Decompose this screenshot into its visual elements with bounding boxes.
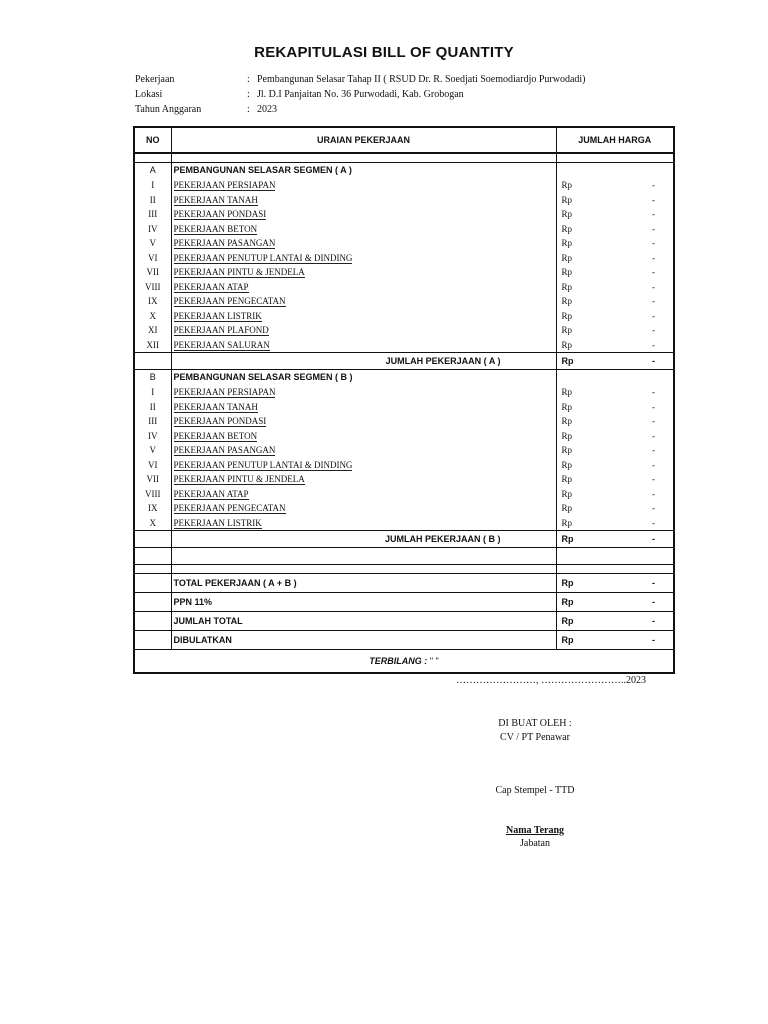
item-amount [556, 414, 674, 429]
table-row [134, 193, 674, 208]
table-row-blank [134, 153, 674, 163]
item-amount [556, 385, 674, 400]
item-amount [556, 294, 674, 309]
currency-label: Rp [561, 325, 573, 335]
item-name-cell [171, 236, 556, 251]
item-name: PEKERJAAN LISTRIK [173, 310, 262, 321]
currency-label: Rp [561, 267, 573, 277]
cell-blank [556, 153, 674, 163]
item-name: PEKERJAAN PENGECATAN [173, 296, 286, 306]
table-body [134, 153, 674, 673]
item-amount [556, 207, 674, 222]
item-no: VII [134, 472, 171, 487]
total-no [134, 631, 171, 650]
item-amount [556, 458, 674, 473]
meta-value: Pembangunan Selasar Tahap II ( RSUD Dr. R. Soedjati Soemodiardjo Purwodadi) [257, 74, 586, 85]
currency-label: Rp [561, 339, 573, 350]
item-name-cell [171, 207, 556, 222]
currency-label: Rp [561, 194, 573, 205]
item-name: PEKERJAAN TANAH [173, 194, 258, 205]
item-no: I [134, 385, 171, 400]
total-no [134, 593, 171, 612]
amount-value: - [652, 616, 655, 626]
table-row [134, 501, 674, 516]
document-title: REKAPITULASI BILL OF QUANTITY [254, 44, 514, 61]
item-amount [556, 443, 674, 458]
signature-position: Jabatan [520, 838, 550, 849]
table-row [134, 472, 674, 487]
currency-label: Rp [561, 517, 573, 528]
table-row [134, 414, 674, 429]
item-name-cell [171, 443, 556, 458]
currency-label: Rp [561, 310, 573, 321]
item-amount [556, 178, 674, 193]
item-name: PEKERJAAN BETON [173, 430, 258, 441]
item-name: PEKERJAAN PERSIAPAN [173, 180, 276, 190]
amount-value: - [652, 339, 655, 350]
currency-label: Rp [561, 635, 574, 645]
item-no: II [134, 193, 171, 208]
item-name-cell [171, 193, 556, 208]
subtotal-label: JUMLAH PEKERJAAN ( A ) [171, 353, 556, 370]
amount-value: - [652, 180, 655, 190]
table-row [134, 323, 674, 338]
meta-value: 2023 [257, 104, 277, 115]
amount-value: - [652, 445, 655, 455]
item-no: IX [134, 294, 171, 309]
currency-label: Rp [561, 296, 573, 306]
amount-value: - [652, 310, 655, 321]
table-row-blank [134, 565, 674, 574]
terbilang-row [134, 650, 674, 674]
meta-label: Pekerjaan [135, 74, 175, 85]
table-row [134, 178, 674, 193]
item-no: VII [134, 265, 171, 280]
item-amount [556, 309, 674, 324]
item-amount [556, 487, 674, 502]
item-name-cell [171, 414, 556, 429]
table-row [134, 400, 674, 415]
item-amount [556, 251, 674, 266]
item-no: XI [134, 323, 171, 338]
subtotal-amount [556, 353, 674, 370]
meta-colon: : [247, 104, 250, 115]
terbilang-label: TERBILANG : [369, 656, 428, 666]
signature-date: ……………………, ……………………..2023 [456, 675, 646, 686]
item-no: IV [134, 429, 171, 444]
amount-value: - [652, 281, 655, 292]
cell-blank [134, 153, 171, 163]
cell-blank [171, 548, 556, 565]
table-row [134, 516, 674, 531]
item-no: IX [134, 501, 171, 516]
amount-value: - [652, 578, 655, 588]
signature-stamp: Cap Stempel - TTD [495, 785, 575, 796]
item-amount [556, 429, 674, 444]
item-name: PEKERJAAN TANAH [173, 401, 258, 412]
table-row [134, 222, 674, 237]
total-label: PPN 11% [171, 593, 556, 612]
meta-row-pekerjaan [135, 72, 586, 87]
total-amount [556, 612, 674, 631]
section-row [134, 163, 674, 179]
project-meta [135, 72, 586, 117]
amount-value: - [652, 194, 655, 205]
meta-row-tahun-anggaran [135, 102, 586, 117]
header-jumlah: JUMLAH HARGA [556, 127, 674, 153]
item-no: X [134, 309, 171, 324]
section-title: PEMBANGUNAN SELASAR SEGMEN ( B ) [171, 370, 556, 386]
total-row [134, 574, 674, 593]
total-no [134, 574, 171, 593]
item-name: PEKERJAAN PONDASI [173, 416, 267, 426]
item-name-cell [171, 222, 556, 237]
amount-value: - [652, 356, 655, 366]
cell-blank [171, 565, 556, 574]
currency-label: Rp [561, 401, 573, 412]
terbilang-cell [134, 650, 674, 674]
item-amount [556, 193, 674, 208]
cell-blank [134, 548, 171, 565]
amount-value: - [652, 209, 655, 219]
currency-label: Rp [561, 597, 574, 607]
item-name-cell [171, 429, 556, 444]
currency-label: Rp [561, 459, 573, 470]
section-title: PEMBANGUNAN SELASAR SEGMEN ( A ) [171, 163, 556, 179]
subtotal-label: JUMLAH PEKERJAAN ( B ) [171, 531, 556, 548]
item-amount [556, 323, 674, 338]
amount-value: - [652, 267, 655, 277]
item-name: PEKERJAAN PONDASI [173, 209, 267, 219]
amount-value: - [652, 597, 655, 607]
item-no: VIII [134, 487, 171, 502]
currency-label: Rp [561, 430, 573, 441]
item-name-cell [171, 178, 556, 193]
currency-label: Rp [561, 238, 573, 248]
amount-value: - [652, 635, 655, 645]
item-no: III [134, 414, 171, 429]
item-amount [556, 472, 674, 487]
table-row [134, 487, 674, 502]
item-no: II [134, 400, 171, 415]
cell-blank [556, 565, 674, 574]
item-name-cell [171, 338, 556, 353]
boq-table [133, 126, 675, 674]
total-amount [556, 631, 674, 650]
currency-label: Rp [561, 223, 573, 234]
item-name: PEKERJAAN PINTU & JENDELA [173, 267, 305, 277]
item-amount [556, 338, 674, 353]
currency-label: Rp [561, 488, 573, 499]
item-name-cell [171, 501, 556, 516]
item-no: III [134, 207, 171, 222]
table-row-spacer [134, 548, 674, 565]
item-amount [556, 236, 674, 251]
total-row [134, 593, 674, 612]
item-amount [556, 265, 674, 280]
table-row [134, 338, 674, 353]
item-name: PEKERJAAN PERSIAPAN [173, 387, 276, 397]
cell-blank [134, 565, 171, 574]
item-name: PEKERJAAN LISTRIK [173, 517, 262, 528]
currency-label: Rp [561, 209, 573, 219]
amount-value: - [652, 474, 655, 484]
item-name: PEKERJAAN PENUTUP LANTAI & DINDING [173, 252, 353, 263]
section-no: A [134, 163, 171, 179]
total-label: TOTAL PEKERJAAN ( A + B ) [171, 574, 556, 593]
currency-label: Rp [561, 180, 573, 190]
cell-blank [556, 548, 674, 565]
item-no: V [134, 236, 171, 251]
currency-label: Rp [561, 578, 574, 588]
header-no: NO [134, 127, 171, 153]
currency-label: Rp [561, 416, 573, 426]
item-name-cell [171, 251, 556, 266]
item-name: PEKERJAAN PASANGAN [173, 445, 276, 455]
amount-value: - [652, 416, 655, 426]
amount-value: - [652, 517, 655, 528]
item-name-cell [171, 487, 556, 502]
section-amount [556, 163, 674, 179]
item-amount [556, 222, 674, 237]
currency-label: Rp [561, 281, 573, 292]
signature-made-by: DI BUAT OLEH : [498, 718, 572, 729]
amount-value: - [652, 238, 655, 248]
header-uraian: URAIAN PEKERJAAN [171, 127, 556, 153]
signature-company: CV / PT Penawar [500, 732, 570, 743]
amount-value: - [652, 488, 655, 499]
item-amount [556, 501, 674, 516]
table-row [134, 385, 674, 400]
currency-label: Rp [561, 252, 573, 263]
item-name-cell [171, 323, 556, 338]
subtotal-amount [556, 531, 674, 548]
amount-value: - [652, 430, 655, 441]
amount-value: - [652, 223, 655, 234]
item-no: VI [134, 458, 171, 473]
currency-label: Rp [561, 503, 573, 513]
total-row [134, 631, 674, 650]
subtotal-row [134, 531, 674, 548]
item-amount [556, 400, 674, 415]
item-no: VIII [134, 280, 171, 295]
table-header-row [134, 127, 674, 153]
meta-label: Tahun Anggaran [135, 104, 202, 115]
item-name-cell [171, 385, 556, 400]
table-row [134, 251, 674, 266]
meta-label: Lokasi [135, 89, 163, 100]
total-amount [556, 593, 674, 612]
meta-value: Jl. D.I Panjaitan No. 36 Purwodadi, Kab. Grobogan [257, 89, 464, 100]
item-name-cell [171, 400, 556, 415]
item-no: XII [134, 338, 171, 353]
table-row [134, 458, 674, 473]
item-no: V [134, 443, 171, 458]
amount-value: - [652, 503, 655, 513]
item-name: PEKERJAAN PINTU & JENDELA [173, 474, 305, 484]
total-amount [556, 574, 674, 593]
subtotal-row [134, 353, 674, 370]
item-name-cell [171, 516, 556, 531]
amount-value: - [652, 534, 655, 544]
currency-label: Rp [561, 445, 573, 455]
meta-row-lokasi [135, 87, 586, 102]
amount-value: - [652, 387, 655, 397]
item-no: IV [134, 222, 171, 237]
currency-label: Rp [561, 474, 573, 484]
section-row [134, 370, 674, 386]
total-row [134, 612, 674, 631]
item-no: I [134, 178, 171, 193]
item-name: PEKERJAAN ATAP [173, 281, 249, 292]
total-label: JUMLAH TOTAL [171, 612, 556, 631]
table-row [134, 309, 674, 324]
amount-value: - [652, 325, 655, 335]
meta-colon: : [247, 89, 250, 100]
currency-label: Rp [561, 534, 574, 544]
subtotal-no [134, 353, 171, 370]
item-name-cell [171, 309, 556, 324]
item-name: PEKERJAAN PASANGAN [173, 238, 276, 248]
cell-blank [171, 153, 556, 163]
item-name: PEKERJAAN ATAP [173, 488, 249, 499]
signature-name: Nama Terang [505, 825, 565, 836]
section-no: B [134, 370, 171, 386]
currency-label: Rp [561, 616, 574, 626]
item-name-cell [171, 472, 556, 487]
amount-value: - [652, 459, 655, 470]
item-no: VI [134, 251, 171, 266]
item-name-cell [171, 294, 556, 309]
table-row [134, 236, 674, 251]
item-amount [556, 516, 674, 531]
item-name: PEKERJAAN PLAFOND [173, 325, 269, 335]
item-name: PEKERJAAN PENGECATAN [173, 503, 286, 513]
item-name-cell [171, 458, 556, 473]
item-name: PEKERJAAN PENUTUP LANTAI & DINDING [173, 459, 353, 470]
table-row [134, 265, 674, 280]
table-row [134, 280, 674, 295]
table-row [134, 294, 674, 309]
currency-label: Rp [561, 387, 573, 397]
amount-value: - [652, 296, 655, 306]
terbilang-value: " " [429, 656, 439, 666]
item-name-cell [171, 280, 556, 295]
table-row [134, 429, 674, 444]
item-name-cell [171, 265, 556, 280]
item-amount [556, 280, 674, 295]
item-name: PEKERJAAN BETON [173, 223, 258, 234]
subtotal-no [134, 531, 171, 548]
amount-value: - [652, 401, 655, 412]
meta-colon: : [247, 74, 250, 85]
section-amount [556, 370, 674, 386]
total-no [134, 612, 171, 631]
table-row [134, 443, 674, 458]
currency-label: Rp [561, 356, 574, 366]
item-name: PEKERJAAN SALURAN [173, 339, 270, 350]
item-no: X [134, 516, 171, 531]
table-row [134, 207, 674, 222]
amount-value: - [652, 252, 655, 263]
total-label: DIBULATKAN [171, 631, 556, 650]
